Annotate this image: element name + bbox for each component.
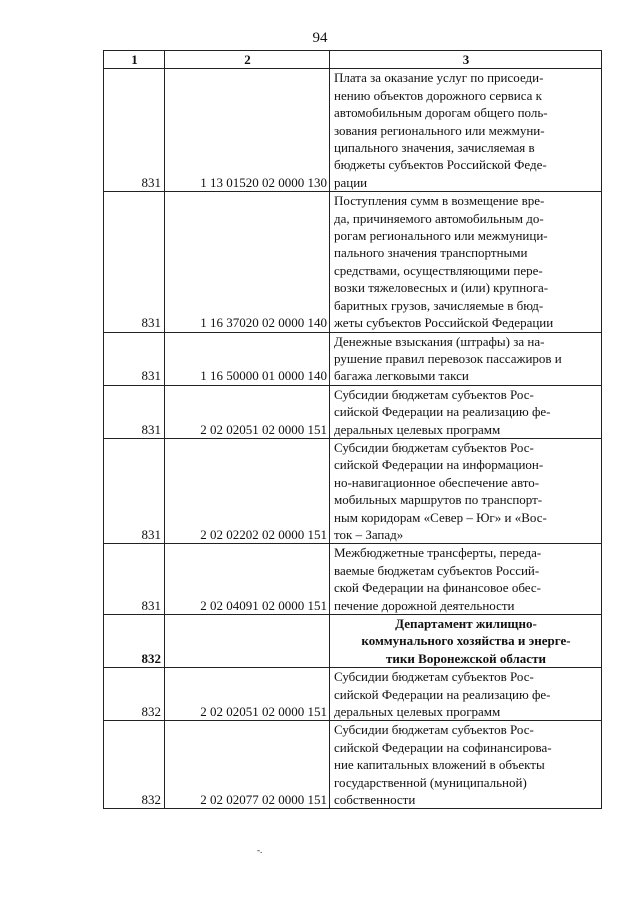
column-header-3: 3 <box>330 51 602 69</box>
admin-code-cell: 831 <box>104 192 165 332</box>
revenue-code-cell: 2 02 02202 02 0000 151 <box>165 438 330 543</box>
table-body <box>104 69 602 809</box>
admin-code-cell: 831 <box>104 69 165 192</box>
revenue-code-cell: 1 13 01520 02 0000 130 <box>165 69 330 192</box>
description-cell: Поступления сумм в возмещение вре- да, причиняемого автомобильным до- рогам регионального или межмуници- пального значения транспортными средствами, осуществляющими пере- возки тяжеловесных и (или) крупнога- баритных грузов, зачисляемые в бюд- жеты субъектов Российской Федерации <box>330 192 602 332</box>
table-row <box>104 544 602 615</box>
table-row <box>104 721 602 809</box>
table-row <box>104 192 602 332</box>
description-cell: Межбюджетные трансферты, переда- ваемые бюджетам субъектов Россий- ской Федерации на финансовое обес- печение дорожной деятельности <box>330 544 602 615</box>
admin-code-cell: 831 <box>104 544 165 615</box>
table-row <box>104 385 602 438</box>
table-row <box>104 668 602 721</box>
table-header-row <box>104 51 602 69</box>
table-row <box>104 69 602 192</box>
admin-code-cell: 832 <box>104 615 165 668</box>
revenue-code-cell: 2 02 02051 02 0000 151 <box>165 385 330 438</box>
revenue-code-cell: 2 02 04091 02 0000 151 <box>165 544 330 615</box>
admin-code-cell: 831 <box>104 385 165 438</box>
column-header-2: 2 <box>165 51 330 69</box>
description-cell: Департамент жилищно- коммунального хозяйства и энерге- тики Воронежской области <box>330 615 602 668</box>
description-cell: Субсидии бюджетам субъектов Рос- сийской Федерации на софинансирова- ние капитальных вложений в объекты государственной (муниципальной) собственности <box>330 721 602 809</box>
revenue-code-cell <box>165 615 330 668</box>
description-cell: Субсидии бюджетам субъектов Рос- сийской Федерации на реализацию фе- деральных целевых программ <box>330 668 602 721</box>
admin-code-cell: 831 <box>104 438 165 543</box>
admin-code-cell: 832 <box>104 721 165 809</box>
description-cell: Субсидии бюджетам субъектов Рос- сийской Федерации на информацион- но-навигационное обеспечение авто- мобильных маршрутов по транспорт- ным коридорам «Север – Юг» и «Вос- ток – Запад» <box>330 438 602 543</box>
table-row <box>104 438 602 543</box>
description-cell: Денежные взыскания (штрафы) за на- рушение правил перевозок пассажиров и багажа легковыми такси <box>330 332 602 385</box>
admin-code-cell: 831 <box>104 332 165 385</box>
revenue-code-cell: 2 02 02077 02 0000 151 <box>165 721 330 809</box>
revenue-code-cell: 1 16 37020 02 0000 140 <box>165 192 330 332</box>
scan-mark: -. <box>257 845 263 855</box>
revenue-code-cell: 2 02 02051 02 0000 151 <box>165 668 330 721</box>
revenue-code-cell: 1 16 50000 01 0000 140 <box>165 332 330 385</box>
revenue-codes-table <box>103 50 602 809</box>
table-row <box>104 332 602 385</box>
column-header-1: 1 <box>104 51 165 69</box>
description-cell: Субсидии бюджетам субъектов Рос- сийской Федерации на реализацию фе- деральных целевых программ <box>330 385 602 438</box>
description-cell: Плата за оказание услуг по присоеди- нению объектов дорожного сервиса к автомобильным дорогам общего поль- зования регионального или межмуни- ципального значения, зачисляемая в бюджеты субъектов Российской Феде- рации <box>330 69 602 192</box>
page-number: 94 <box>312 30 328 46</box>
admin-code-cell: 832 <box>104 668 165 721</box>
table-section-row <box>104 615 602 668</box>
